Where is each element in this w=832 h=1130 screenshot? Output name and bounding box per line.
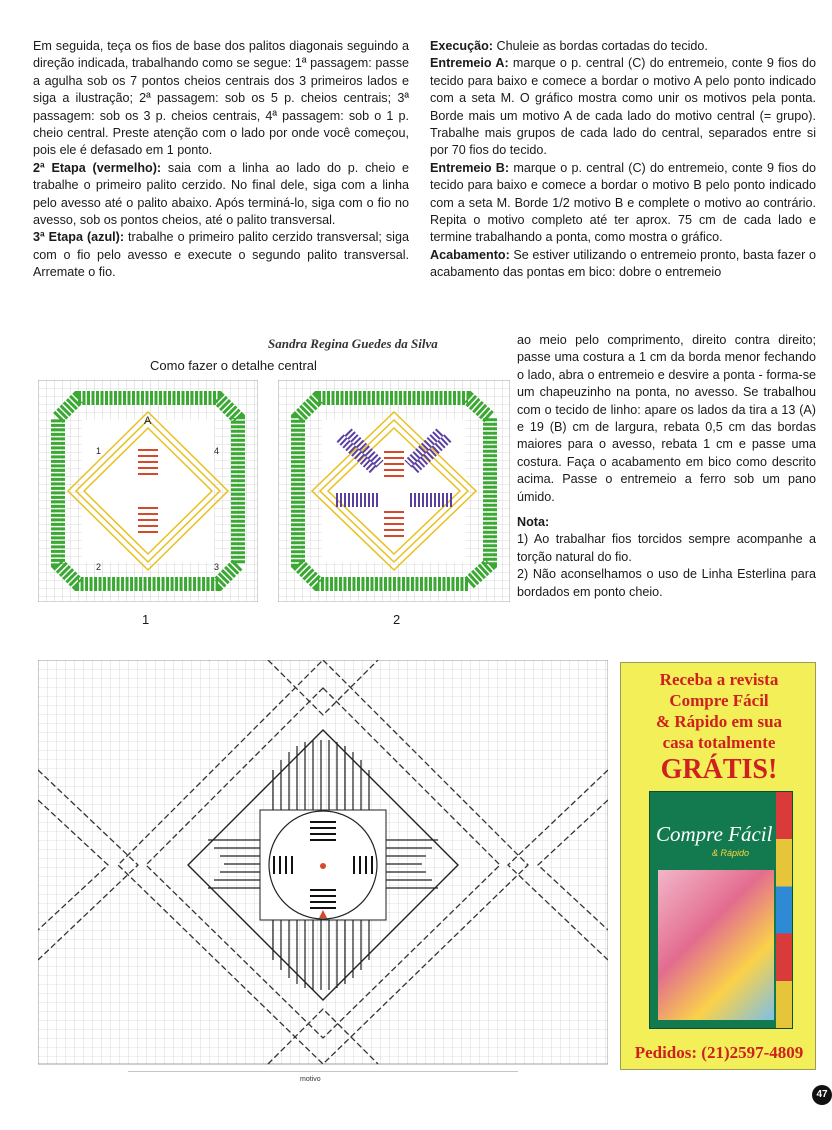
right-narrow-column (517, 332, 816, 601)
step-2-paragraph (33, 160, 409, 230)
label-4: 4 (214, 446, 220, 456)
diagram-2 (278, 380, 510, 602)
entremeio-b-text: marque o p. central (C) do entremeio, conte 9 fios do tecido para baixo e comece a bordar o motivo B pelo ponto indicado com a seta M. Borde 1/2 motivo B e complete o motivo ao contrário. Repita o motivo completo até ter aprox. 75 cm de cada lado e termine trabalhando a ponta, como mostra o gráfico. (430, 160, 817, 245)
execution-paragraph (430, 38, 816, 55)
right-text-column (430, 38, 816, 282)
entremeio-a-paragraph (430, 55, 816, 159)
promo-line-3: & Rápido em sua (655, 712, 783, 731)
entremeio-b-heading: Entremeio B: (430, 160, 510, 175)
diagram-1 (38, 380, 258, 602)
promo-line-2: Compre Fácil (669, 691, 769, 710)
magazine-cover-image (649, 791, 793, 1029)
label-1: 1 (96, 446, 102, 456)
author-signature: Sandra Regina Guedes da Silva (268, 336, 438, 351)
chart-label-motivo: motivo (300, 1076, 321, 1083)
promo-box[interactable] (620, 662, 816, 1070)
note-1: 1) Ao trabalhar fios torcidos sempre acompanhe a torção natural do fio. (517, 532, 816, 564)
embroidery-chart (38, 660, 608, 1072)
figure-caption: Como fazer o detalhe central (150, 358, 317, 373)
entremeio-a-heading: Entremeio A: (430, 56, 509, 71)
magazine-subtitle: & Rápido (712, 848, 750, 858)
page-number: 47 (812, 1085, 832, 1105)
execution-text: Chuleie as bordas cortadas do tecido. (493, 39, 708, 53)
promo-free: GRÁTIS! (660, 754, 778, 785)
execution-heading: Execução: (430, 39, 493, 53)
finishing-heading: Acabamento: (430, 247, 510, 262)
promo-line-1: Receba a revista (659, 670, 779, 689)
note-2: 2) Não aconselhamos o uso de Linha Esterlina para bordados em ponto cheio. (517, 567, 816, 599)
note-heading: Nota: (517, 515, 550, 530)
inner-white (82, 420, 214, 562)
letter-a: A (144, 415, 152, 427)
entremeio-b-paragraph (430, 160, 816, 247)
promo-line-4: casa totalmente (662, 733, 776, 752)
finishing-paragraph (430, 247, 816, 282)
step-2-heading: 2ª Etapa (vermelho): (33, 160, 162, 175)
promo-title (621, 669, 817, 787)
left-text-column (33, 38, 409, 282)
magazine-collage (658, 870, 774, 1020)
figure-label-1: 1 (142, 612, 150, 627)
finishing-text-a: Se estiver utilizando o entremeio pronto, basta fazer o acabamento das pontas em bico: dobre o entremeio (430, 247, 816, 280)
label-2: 2 (96, 562, 102, 572)
magazine-title: Compre Fácil (656, 822, 773, 846)
step-3-text: trabalhe o primeiro palito cerzido transversal; siga com o fio pelo avesso e execute o segundo palito transversal. Arremate o fio. (33, 230, 409, 280)
finishing-text-b: ao meio pelo comprimento, direito contra direito; passe uma costura a 1 cm da borda menor fechando o lado, abra o entremeio e desvire a ponta - forma-se um chapeuzinho na ponta, no avesso. Se trabalhou com o tecido de linho: apare os lados da tira a 13 (A) e 19 (B) cm de largura, rebata 0,5 cm das bordas maiores para o avesso, rebata 1 cm e passe uma costura. Faça o acabamento em bico como descrito acima. Passe o entremeio a ferro sob um pano úmido. (517, 333, 816, 504)
label-3: 3 (214, 562, 220, 572)
step-3-paragraph (33, 229, 409, 281)
magazine-spine (776, 792, 792, 1028)
instructions-paragraph-1: Em seguida, teça os fios de base dos palitos diagonais seguindo a direção indicada, trabalhando como se segue: 1ª passagem: passe a agulha sob os 7 pontos cheios centrais dos 3 primeiros lados e siga a ilustração; 2ª passagem: sob os 5 p. cheios centrais; 3ª passagem: sob os 3 p. cheios centrais, 4ª passagem: sob o 1 p. cheio central. Preste atenção com o lado por onde você começou, pois ele é defasado em 1 ponto. (33, 39, 409, 158)
step-2-text: saia com a linha ao lado do p. cheio e trabalhe o primeiro palito cerzido. No final dele, siga com a linha pelo avesso até o palito abaixo. Após terminá-lo, siga com o fio no avesso, sob os pontos cheios, até o palito transversal. (33, 160, 409, 228)
promo-phone[interactable]: Pedidos: (21)2597-4809 (634, 1043, 804, 1062)
center-marker-c (320, 863, 326, 869)
figure-label-2: 2 (393, 612, 401, 627)
entremeio-a-text: marque o p. central (C) do entremeio, conte 9 fios do tecido para baixo e comece a bordar o motivo A pelo ponto indicado com a seta M. O gráfico mostra como unir os motivos pela ponta. Borde mais um motivo A de cada lado do motivo central (= grupo). Trabalhe mais grupos de cada lado do central, separados entre si por 70 fios do tecido. (430, 56, 816, 158)
step-3-heading: 3ª Etapa (azul): (33, 230, 125, 245)
